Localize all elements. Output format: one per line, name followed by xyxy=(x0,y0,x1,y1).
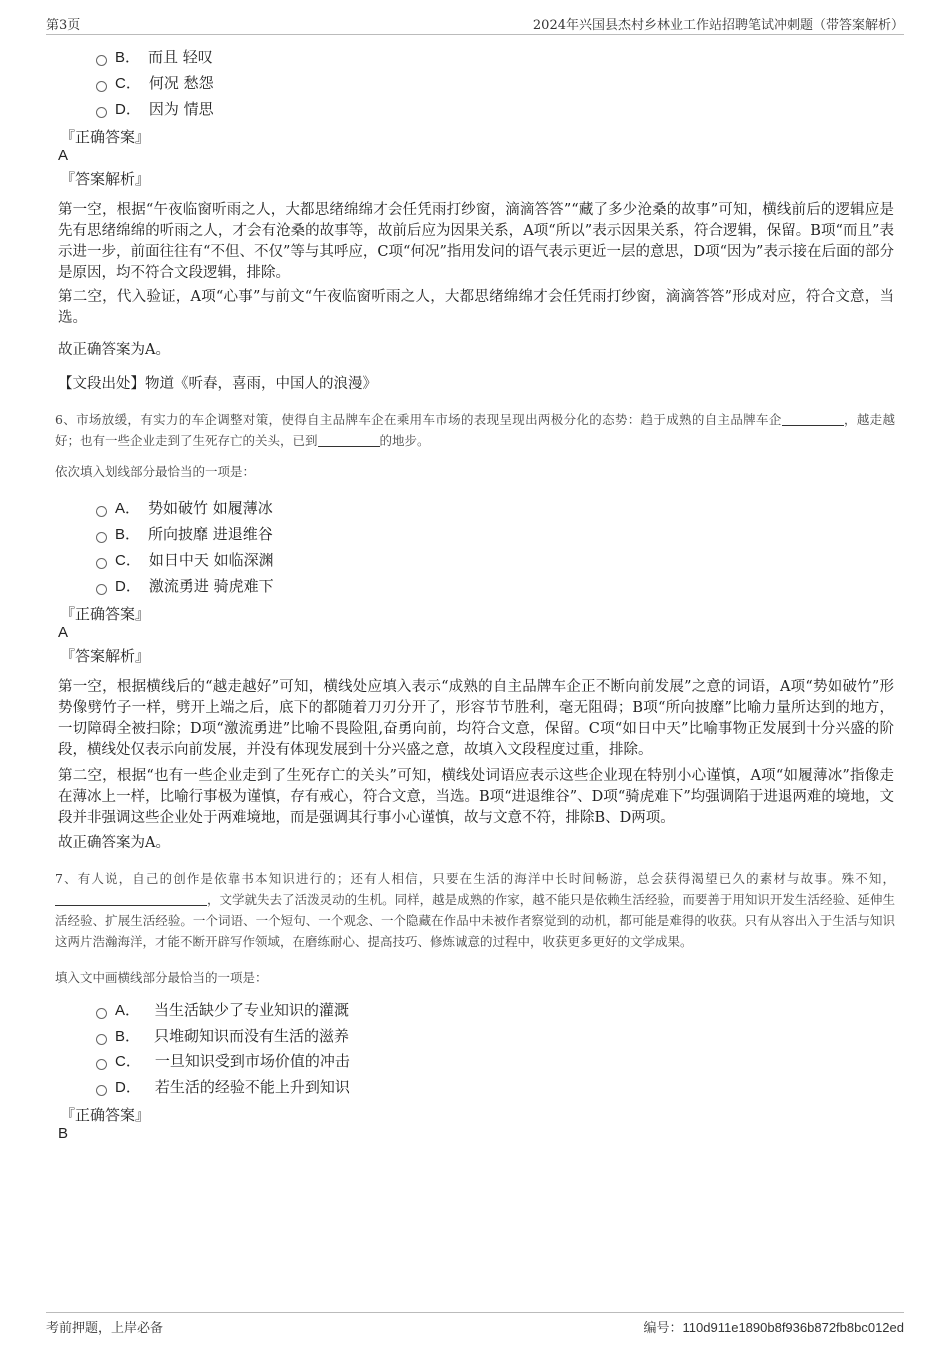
q6-option-d[interactable]: D． 激流勇进 骑虎难下 xyxy=(96,576,274,596)
q5-option-d[interactable]: D． 因为 情思 xyxy=(96,99,214,119)
page-header xyxy=(46,14,904,35)
q6-analysis-para-2: 第二空，根据“也有一些企业走到了生死存亡的关头”可知，横线处词语应表示这些企业现在特别小心谨慎，A项“如履薄冰”指像走在薄冰上一样，比喻行事极为谨慎，存有戒心，符合文意，当选。B项“进退维谷”、D项“骑虎难下”均强调陷于进退两难的境地，文段并非强调这些企业处于两难境地，而是强调其行事小心谨慎，故与文意不符，排除B、D两项。 xyxy=(58,768,894,826)
q5-option-b[interactable]: B． 而且 轻叹 xyxy=(96,47,213,67)
radio-icon[interactable] xyxy=(96,1008,107,1019)
q6-stem: 6、市场放缓，有实力的车企调整对策，使得自主品牌车企在乘用车市场的表现呈现出两极分化的态势：趋于成熟的自主品牌车企 ，越走越好；也有一些企业走到了生死存亡的关头，已到 的地步。 xyxy=(55,412,895,448)
q6-analysis-label: 『答案解析』 xyxy=(60,647,151,665)
q7-option-c[interactable]: C． 一旦知识受到市场价值的冲击 xyxy=(96,1051,350,1071)
q7-answer: B xyxy=(58,1125,69,1142)
page-footer xyxy=(46,1312,904,1338)
radio-icon[interactable] xyxy=(96,558,107,569)
document-code: 编号：110d911e1890b8f936b872fb8bc012ed xyxy=(643,1320,904,1336)
q7-option-b[interactable]: B． 只堆砌知识而没有生活的滋养 xyxy=(96,1026,349,1046)
q6-instruction: 依次填入划线部分最恰当的一项是： xyxy=(55,464,256,479)
radio-icon[interactable] xyxy=(96,1034,107,1045)
page-number: 第3页 xyxy=(46,18,81,33)
radio-icon[interactable] xyxy=(96,532,107,543)
q7-stem: 7、有人说，自己的创作是依靠书本知识进行的；还有人相信，只要在生活的海洋中长时间畅游，总会获得渴望已久的素材与故事。殊不知，，文学就失去了活泼灵动的生机。同样，越是成熟的作家，越不能只是依赖生活经验，而要善于用知识开发生活经验、延伸生活经验、扩展生活经验。一个词语、一个短句、一个观念、一个隐藏在作品中未被作者察觉到的动机，都可能是难得的收获。只有从容出入于生活与知识这两片浩瀚海洋，才能不断开辟写作领域，在磨练耐心、提高技巧、修炼诚意的过程中，收获更多更好的文学成果。 xyxy=(55,871,895,949)
blank-line xyxy=(782,411,844,426)
footer-slogan: 考前押题，上岸必备 xyxy=(46,1321,164,1336)
radio-icon[interactable] xyxy=(96,584,107,595)
radio-icon[interactable] xyxy=(96,55,107,66)
q7-option-d[interactable]: D． 若生活的经验不能上升到知识 xyxy=(96,1077,350,1097)
radio-icon[interactable] xyxy=(96,506,107,517)
q6-option-b[interactable]: B． 所向披靡 进退维谷 xyxy=(96,524,273,544)
q7-instruction: 填入文中画横线部分最恰当的一项是： xyxy=(55,970,268,985)
radio-icon[interactable] xyxy=(96,81,107,92)
blank-line xyxy=(55,891,207,906)
radio-icon[interactable] xyxy=(96,107,107,118)
q5-analysis-label: 『答案解析』 xyxy=(60,170,151,188)
q6-option-c[interactable]: C． 如日中天 如临深渊 xyxy=(96,550,274,570)
q6-analysis-para-3: 故正确答案为A。 xyxy=(58,835,170,851)
blank-line xyxy=(318,432,380,447)
q6-analysis-para-1: 第一空，根据横线后的“越走越好”可知，横线处应填入表示“成熟的自主品牌车企正不断向前发展”之意的词语，A项“势如破竹”形势像劈竹子一样，劈开上端之后，底下的都随着刀刃分开了，形容节节胜利，毫无阻碍；B项“所向披靡”比喻力量所达到的地方，一切障碍全被扫除；D项“激流勇进”比喻不畏险阻,奋勇向前，均符合文意，保留。C项“如日中天”比喻事物正发展到十分兴盛的阶段，横线处仅表示向前发展，并没有体现发展到十分兴盛之意，故填入文段程度过重，排除。 xyxy=(58,679,894,758)
q5-source: 【文段出处】物道《听春，喜雨，中国人的浪漫》 xyxy=(58,376,377,392)
q5-analysis-para-2: 第二空，代入验证，A项“心事”与前文“午夜临窗听雨之人，大都思绪绵绵才会任凭雨打纱窗，滴滴答答”形成对应，符合文意，当选。 xyxy=(58,289,894,326)
q5-option-c[interactable]: C． 何况 愁怨 xyxy=(96,73,214,93)
radio-icon[interactable] xyxy=(96,1085,107,1096)
q5-analysis-para-3: 故正确答案为A。 xyxy=(58,342,170,358)
q6-answer: A xyxy=(58,624,69,641)
q6-option-a[interactable]: A． 势如破竹 如履薄冰 xyxy=(96,498,273,518)
q5-answer: A xyxy=(58,147,69,164)
radio-icon[interactable] xyxy=(96,1059,107,1070)
q5-analysis-para-1: 第一空，根据“午夜临窗听雨之人，大都思绪绵绵才会任凭雨打纱窗，滴滴答答”“藏了多少沧桑的故事”可知，横线前后的逻辑应是先有思绪绵绵的听雨之人，才会有沧桑的故事等，故前后应为因果关系，A项“所以”表示因果关系，符合逻辑，保留。B项“而且”表示进一步，前面往往有“不但、不仅”等与其呼应，C项“何况”指用发问的语气表示更近一层的意思，D项“因为”表示接在后面的部分是原因，均不符合文段逻辑，排除。 xyxy=(58,202,894,281)
q5-answer-label: 『正确答案』 xyxy=(60,128,151,146)
q7-answer-label: 『正确答案』 xyxy=(60,1106,151,1124)
q6-answer-label: 『正确答案』 xyxy=(60,605,151,623)
document-title: 2024年兴国县杰村乡林业工作站招聘笔试冲刺题（带答案解析） xyxy=(532,18,904,33)
q7-option-a[interactable]: A． 当生活缺少了专业知识的灌溉 xyxy=(96,1000,349,1020)
